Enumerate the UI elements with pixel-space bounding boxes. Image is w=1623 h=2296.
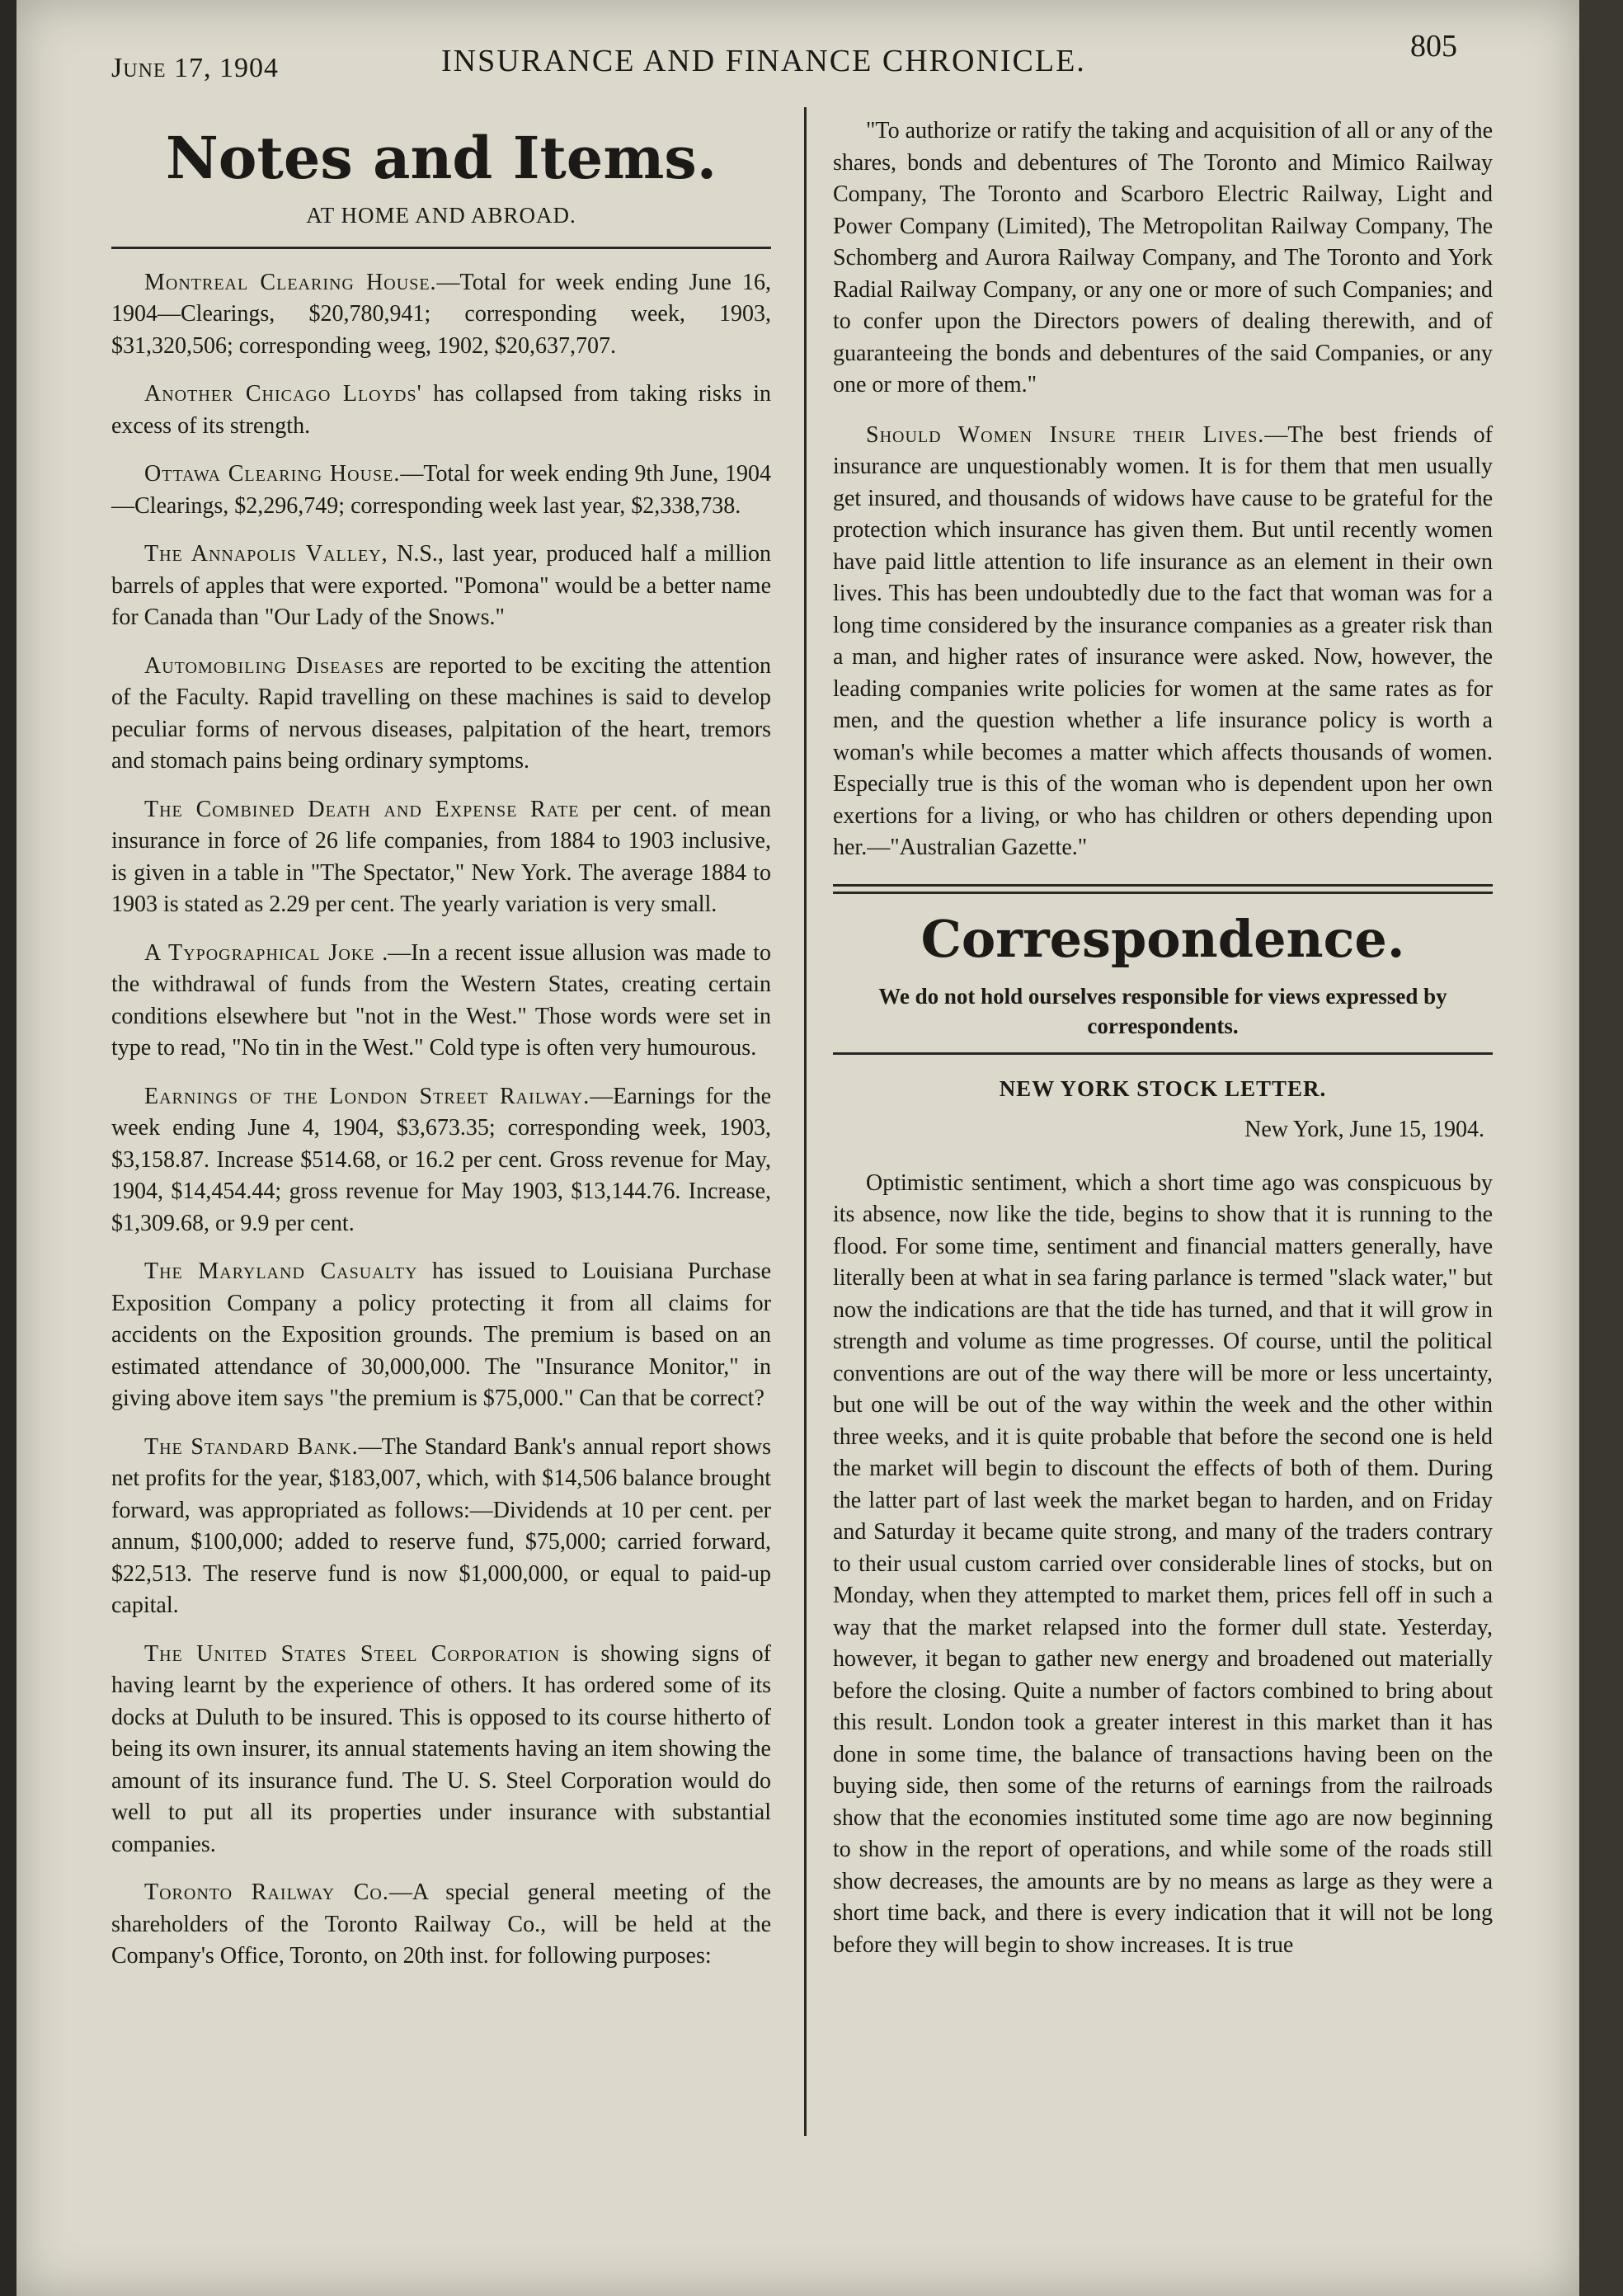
item-text: —A special general meeting of the shareholders of the Toronto Railway Co., will be held at the Company's Office, Toronto, on 20th inst. for following purposes:: [111, 1880, 771, 1969]
item-lead: The Maryland Casualty: [144, 1259, 418, 1284]
column-divider: [804, 107, 807, 2136]
news-item: [111, 938, 771, 1065]
section-double-rule: [833, 884, 1493, 894]
news-item: [111, 794, 771, 921]
item-text: —The best friends of insurance are unquestionably women. It is for them that men usually get insured, and thousands of widows have cause to be grateful for the protection which insurance has given them. But until recently women have paid little attention to life insurance as an element in their own lives. This has been undoubtedly due to the fact that woman was for a long time considered by the insurance companies as a greater risk than a man, and higher rates of insurance were asked. Now, however, the leading companies write policies for women at the same rates as for men, and the question whether a life insurance policy is worth a woman's while becomes a matter which affects thousands of women. Especially true is this of the woman who is dependent upon her own exertions for a living, or who has children or others depending upon her.—"Australian Gazette.": [833, 421, 1493, 860]
item-lead: The Annapolis Valley,: [144, 541, 388, 567]
publication-title: INSURANCE AND FINANCE CHRONICLE.: [441, 44, 1086, 78]
item-text: .—In a recent issue allusion was made to the withdrawal of funds from the Western States, creating certain conditions elsewhere but "not in the West." Those words were set in type to read, "No tin in the West." Cold type is often very humourous.: [111, 939, 771, 1061]
news-item: [111, 459, 771, 522]
item-lead: Earnings of the London Street Railway.: [144, 1083, 590, 1109]
news-item: [111, 267, 771, 363]
item-text: —Earnings for the week ending June 4, 1904, $3,673.35; corresponding week, 1903, $3,158.87. Increase $514.68, or 16.2 per cent. Gross revenue for May, 1904, $14,454.44; gross revenue for May 1903, $13,144.76. Increase, $1,309.68, or 9.9 per cent.: [111, 1083, 772, 1236]
item-text: has issued to Louisiana Purchase Exposition Company a policy protecting it from all claims for accidents on the Exposition grounds. The premium is based on an estimated attendance of 30,000,000. The "Insurance Monitor," in giving above item says "the premium is $75,000." Can that be correct?: [111, 1259, 772, 1411]
item-lead: The Combined Death and Expense Rate: [144, 796, 580, 822]
news-item: [111, 379, 771, 442]
news-item: [111, 651, 771, 778]
news-item: [111, 1081, 771, 1240]
letter-body: Optimistic sentiment, which a short time ago was conspicuous by its absence, now like the tide, begins to show that it is running to the flood. For some time, sentiment and financial matters generally, have literally been at what in sea faring parlance is termed "slack water," but now the indications are that the tide has turned, and that it will grow in strength and volume as time progresses. Of course, until the political conventions are out of the way there will be more or less uncertainty, but one will be out of the way within the week and the other within three weeks, and it is quite probable that before the second one is held the market will begin to discount the effects of both of them. During the latter part of last week the market began to harden, and on Friday and Saturday it became quite strong, and many of the traders contrary to their usual custom carried over considerable lines of stocks, but on Monday, when they attempted to market them, prices fell off in such a way that the market relapsed into the former dull state. Yesterday, however, it began to gather new energy and broadened out materially before the closing. Quite a number of factors combined to bring about this result. London took a greater interest in this market than it has done in some time, the balance of transactions having been on the buying side, then some of the returns of earnings from the railroads show that the economies instituted some time ago are now beginning to show in the report of operations, and while some of the roads still show decreases, the amounts are by no means as large as they were a short time back, and there is every indication that it will not be long before they will begin to show increases. It is true: [833, 1169, 1493, 1958]
item-text: —Total for week ending June 16, 1904—Clearings, $20,780,941; corresponding week, 1903, $31,320,506; corresponding weeg, 1902, $20,637,707.: [111, 269, 772, 359]
news-item: [111, 1256, 771, 1415]
correspondence-disclaimer: We do not hold ourselves responsible for views expressed by correspondents.: [878, 983, 1447, 1038]
item-lead: Another Chicago Lloyds': [144, 381, 422, 407]
section-rule: [833, 1052, 1493, 1055]
item-text: is showing signs of having learnt by the experience of others. It has ordered some of its docks at Duluth to be insured. This is opposed to its course hitherto of being its own insurer, its annual statements having an item showing the amount of its insurance fund. The U. S. Steel Corporation would do well to put all its properties under insurance with substantial companies.: [111, 1640, 772, 1857]
item-lead: The Standard Bank.: [144, 1433, 359, 1460]
notes-subheadline: AT HOME AND ABROAD.: [306, 203, 576, 228]
correspondence-headline: Correspondence.: [920, 908, 1405, 969]
item-text: has collapsed from taking risks in excess of its strength.: [111, 381, 771, 439]
header-date: June 17, 1904: [111, 53, 280, 83]
item-lead: The United States Steel Corporation: [144, 1640, 561, 1667]
page-header: [95, 28, 1464, 83]
letter-title: NEW YORK STOCK LETTER.: [999, 1075, 1327, 1101]
news-item: [833, 420, 1493, 864]
news-item: [111, 539, 771, 634]
item-lead: Toronto Railway Co.: [144, 1880, 389, 1905]
letter-dateline: New York, June 15, 1904.: [1244, 1117, 1484, 1142]
item-lead: Montreal Clearing House.: [144, 269, 437, 295]
item-text: —Total for week ending 9th June, 1904—Clearings, $2,296,749; corresponding week last year, $2,338,738.: [111, 461, 771, 519]
item-lead: Ottawa Clearing House.: [144, 461, 401, 487]
newspaper-page: [16, 0, 1579, 2296]
item-lead: Automobiling Diseases: [144, 652, 385, 679]
section-rule: [111, 247, 771, 249]
item-lead: Should Women Insure their Lives.: [866, 421, 1265, 448]
notes-headline: Notes and Items.: [165, 124, 717, 192]
news-item: [111, 1639, 771, 1861]
news-item: [111, 1877, 771, 1973]
resolution-quote: "To authorize or ratify the taking and acquisition of all or any of the shares, bonds and debentures of The Toronto and Mimico Railway Company, The Toronto and Scarboro Electric Railway, Light and Power Company (Limited), The Metropolitan Railway Company, The Schomberg and Aurora Railway Company, and The Toronto and York Radial Railway Company, or any one or more of such Companies; and to confer upon the Directors powers of dealing therewith, and of guaranteeing the bonds and debentures of the said Companies, or any one or more of them.": [833, 118, 1493, 398]
item-text: are reported to be exciting the attention of the Faculty. Rapid travelling on these machines is said to develop peculiar forms of nervous diseases, palpitation of the heart, tremors and stomach pains being ordinary symptoms.: [111, 652, 771, 774]
item-lead: A Typographical Joke: [144, 939, 375, 966]
scan-border: [1579, 0, 1623, 2296]
item-text: N.S., last year, produced half a million barrels of apples that were exported. "Pomona" would be a better name for Canada than "Our Lady of the Snows.": [111, 541, 771, 630]
item-text: —The Standard Bank's annual report shows net profits for the year, $183,007, which, with $14,506 balance brought forward, was appropriated as follows:—Dividends at 10 per cent. per annum, $100,000; added to reserve fund, $75,000; carried forward, $22,513. The reserve fund is now $1,000,000, or equal to paid-up capital.: [111, 1433, 771, 1618]
left-column: [111, 115, 771, 1989]
news-item: [111, 1432, 771, 1622]
page-number: 805: [1410, 29, 1457, 64]
item-text: per cent. of mean insurance in force of 26 life companies, from 1884 to 1903 inclusive, is given in a table in "The Spectator," New York. The average 1884 to 1903 is stated as 2.29 per cent. The yearly variation is very small.: [111, 796, 771, 917]
right-column: [833, 115, 1493, 1961]
